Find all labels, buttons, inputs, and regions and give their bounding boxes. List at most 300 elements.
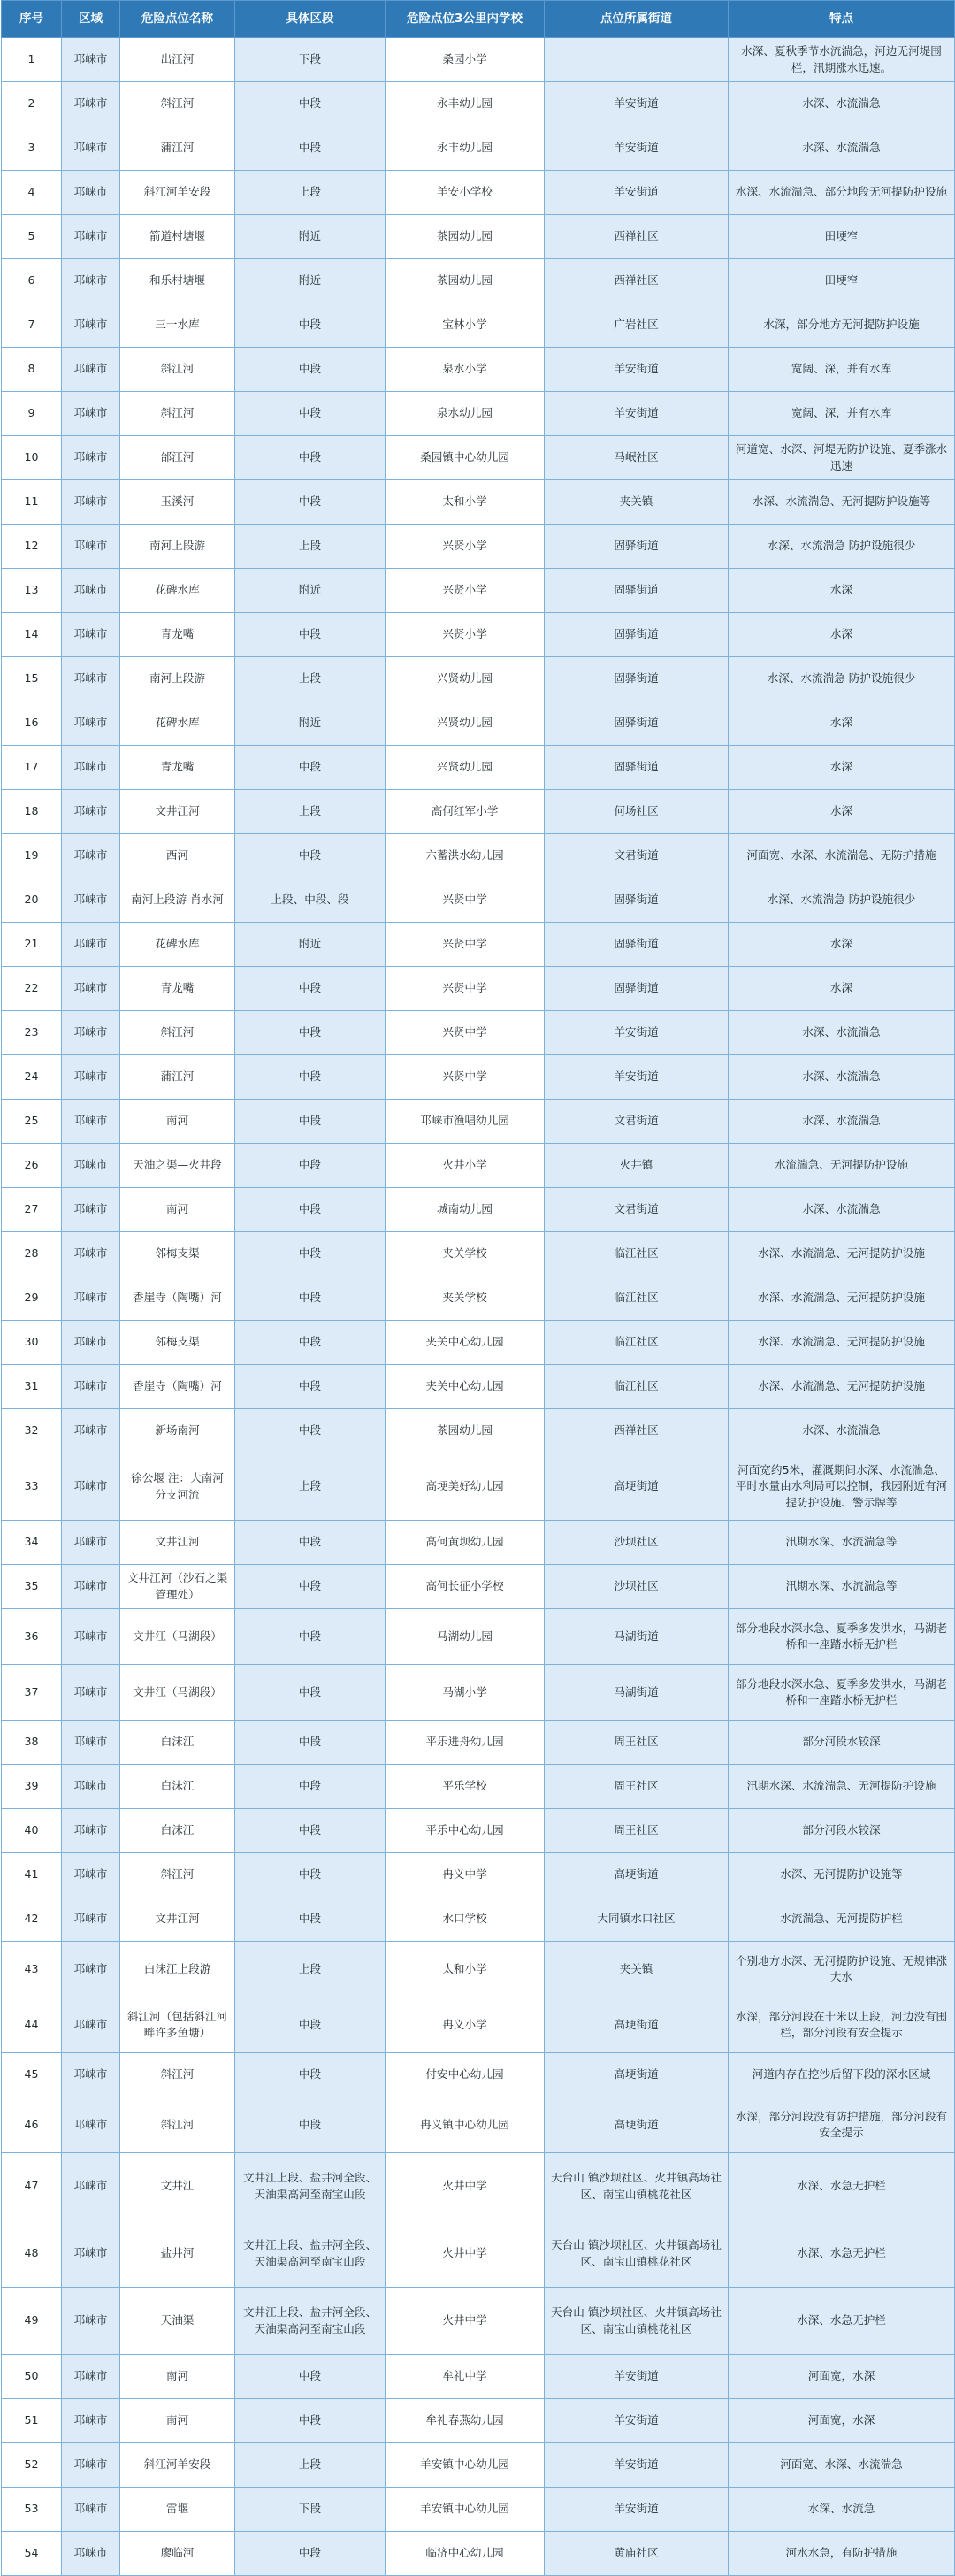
cell-col-feature: 部分河段水较深	[729, 1721, 955, 1765]
cell-col-index: 53	[2, 2488, 62, 2532]
cell-col-danger-point: 白沫江上段游	[120, 1942, 235, 1997]
cell-col-feature: 田埂窄	[729, 259, 955, 303]
cell-col-danger-point: 青龙嘴	[120, 613, 235, 657]
header-col-danger-point: 危险点位名称	[120, 1, 235, 38]
table-header	[2, 1, 955, 38]
cell-col-street: 固驿街道	[545, 923, 729, 967]
cell-col-section: 中段	[235, 392, 386, 436]
cell-col-street: 羊安街道	[545, 1055, 729, 1100]
cell-col-section: 中段	[235, 834, 386, 878]
cell-col-street: 羊安街道	[545, 2355, 729, 2399]
cell-col-feature: 宽阔、深，并有水库	[729, 392, 955, 436]
table-row	[2, 2532, 955, 2576]
cell-col-index: 36	[2, 1609, 62, 1665]
cell-col-section: 附近	[235, 923, 386, 967]
cell-col-danger-point: 南河	[120, 2399, 235, 2443]
cell-col-danger-point: 邰江河	[120, 436, 235, 480]
cell-col-index: 6	[2, 259, 62, 303]
cell-col-danger-point: 文井江（马湖段）	[120, 1665, 235, 1721]
cell-col-region: 邛崃市	[62, 1997, 120, 2053]
cell-col-feature: 河面宽约5米，灌溉期间水深、水流湍急、平时水量由水利局可以控制，我园附近有河提防护设施、警示牌等	[729, 1453, 955, 1521]
cell-col-school: 永丰幼儿园	[386, 82, 545, 126]
cell-col-feature: 水深	[729, 702, 955, 746]
table-row	[2, 2443, 955, 2488]
cell-col-danger-point: 文井江河	[120, 790, 235, 834]
cell-col-danger-point: 和乐村塘堰	[120, 259, 235, 303]
cell-col-section: 中段	[235, 1055, 386, 1100]
danger-points-table	[1, 0, 955, 2576]
cell-col-street: 西禅社区	[545, 259, 729, 303]
table-body	[2, 38, 955, 2576]
cell-col-feature: 水深、水急无护栏	[729, 2288, 955, 2355]
cell-col-section: 中段	[235, 1100, 386, 1144]
cell-col-region: 邛崃市	[62, 923, 120, 967]
cell-col-danger-point: 雷堰	[120, 2488, 235, 2532]
cell-col-section: 文井江上段、盐井河全段、天油渠高河至南宝山段	[235, 2153, 386, 2220]
cell-col-section: 中段	[235, 967, 386, 1011]
cell-col-region: 邛崃市	[62, 348, 120, 392]
cell-col-index: 28	[2, 1232, 62, 1276]
cell-col-school: 兴贤中学	[386, 1055, 545, 1100]
cell-col-feature: 水深	[729, 967, 955, 1011]
cell-col-region: 邛崃市	[62, 1809, 120, 1853]
cell-col-feature: 河道内存在挖沙后留下段的深水区域	[729, 2053, 955, 2097]
cell-col-region: 邛崃市	[62, 1100, 120, 1144]
cell-col-danger-point: 西河	[120, 834, 235, 878]
cell-col-danger-point: 南河	[120, 1188, 235, 1232]
table-row	[2, 525, 955, 569]
cell-col-feature: 河面宽、水深、水流湍急	[729, 2443, 955, 2488]
cell-col-danger-point: 斜江河	[120, 2097, 235, 2153]
cell-col-danger-point: 花碑水库	[120, 702, 235, 746]
table-row	[2, 1665, 955, 1721]
cell-col-school: 水口学校	[386, 1898, 545, 1942]
cell-col-street: 高埂街道	[545, 1997, 729, 2053]
table-row	[2, 171, 955, 215]
cell-col-danger-point: 新场南河	[120, 1409, 235, 1453]
cell-col-school: 夹关中心幼儿园	[386, 1321, 545, 1365]
cell-col-street: 固驿街道	[545, 569, 729, 613]
cell-col-section: 中段	[235, 1609, 386, 1665]
cell-col-street: 临江社区	[545, 1276, 729, 1321]
table-row	[2, 1232, 955, 1276]
table-row	[2, 1721, 955, 1765]
cell-col-index: 27	[2, 1188, 62, 1232]
cell-col-index: 9	[2, 392, 62, 436]
table-row	[2, 392, 955, 436]
cell-col-street: 固驿街道	[545, 967, 729, 1011]
cell-col-region: 邛崃市	[62, 746, 120, 790]
table-row	[2, 569, 955, 613]
cell-col-danger-point: 箭道村塘堰	[120, 215, 235, 259]
cell-col-index: 14	[2, 613, 62, 657]
cell-col-section: 上段	[235, 2443, 386, 2488]
cell-col-section: 中段	[235, 2399, 386, 2443]
cell-col-street: 火井镇	[545, 1144, 729, 1188]
cell-col-feature: 水深、水流湍急 防护设施很少	[729, 657, 955, 702]
cell-col-street	[545, 38, 729, 82]
cell-col-school: 兴贤小学	[386, 613, 545, 657]
table-row	[2, 1365, 955, 1409]
cell-col-danger-point: 盐井河	[120, 2220, 235, 2288]
cell-col-school: 兴贤幼儿园	[386, 702, 545, 746]
table-row	[2, 1853, 955, 1898]
table-row	[2, 790, 955, 834]
cell-col-street: 周王社区	[545, 1809, 729, 1853]
cell-col-street: 临江社区	[545, 1321, 729, 1365]
table-row	[2, 1898, 955, 1942]
cell-col-school: 平乐中心幼儿园	[386, 1809, 545, 1853]
table-row	[2, 1144, 955, 1188]
cell-col-region: 邛崃市	[62, 2443, 120, 2488]
cell-col-feature: 田埂窄	[729, 215, 955, 259]
cell-col-school: 羊安小学校	[386, 171, 545, 215]
cell-col-index: 33	[2, 1453, 62, 1521]
cell-col-street: 高埂街道	[545, 2053, 729, 2097]
cell-col-region: 邛崃市	[62, 657, 120, 702]
cell-col-danger-point: 斜江河	[120, 2053, 235, 2097]
cell-col-section: 中段	[235, 1409, 386, 1453]
cell-col-index: 54	[2, 2532, 62, 2576]
cell-col-school: 羊安镇中心幼儿园	[386, 2443, 545, 2488]
cell-col-index: 32	[2, 1409, 62, 1453]
cell-col-section: 中段	[235, 480, 386, 525]
table-row	[2, 126, 955, 171]
cell-col-feature: 水深、水流湍急	[729, 126, 955, 171]
cell-col-danger-point: 南河上段游 肖水河	[120, 878, 235, 923]
table-row	[2, 923, 955, 967]
cell-col-section: 中段	[235, 1997, 386, 2053]
cell-col-section: 中段	[235, 82, 386, 126]
cell-col-section: 中段	[235, 2355, 386, 2399]
cell-col-feature: 汛期水深、水流湍急等	[729, 1521, 955, 1565]
cell-col-region: 邛崃市	[62, 2153, 120, 2220]
cell-col-school: 高何黄坝幼儿园	[386, 1521, 545, 1565]
cell-col-school: 冉义中学	[386, 1853, 545, 1898]
cell-col-danger-point: 廖临河	[120, 2532, 235, 2576]
cell-col-street: 羊安街道	[545, 2488, 729, 2532]
table-row	[2, 2153, 955, 2220]
cell-col-danger-point: 南河	[120, 2355, 235, 2399]
cell-col-danger-point: 天油渠	[120, 2288, 235, 2355]
cell-col-feature: 水深	[729, 790, 955, 834]
cell-col-school: 宝林小学	[386, 303, 545, 348]
cell-col-index: 38	[2, 1721, 62, 1765]
table-row	[2, 1011, 955, 1055]
cell-col-feature: 水深、水急无护栏	[729, 2220, 955, 2288]
cell-col-region: 邛崃市	[62, 834, 120, 878]
cell-col-section: 附近	[235, 702, 386, 746]
cell-col-section: 中段	[235, 2097, 386, 2153]
cell-col-region: 邛崃市	[62, 2053, 120, 2097]
cell-col-school: 兴贤中学	[386, 923, 545, 967]
cell-col-danger-point: 南河	[120, 1100, 235, 1144]
table-row	[2, 1809, 955, 1853]
cell-col-street: 高埂街道	[545, 2097, 729, 2153]
cell-col-section: 中段	[235, 1321, 386, 1365]
cell-col-index: 18	[2, 790, 62, 834]
cell-col-index: 46	[2, 2097, 62, 2153]
cell-col-section: 上段、中段、段	[235, 878, 386, 923]
cell-col-index: 16	[2, 702, 62, 746]
cell-col-region: 邛崃市	[62, 1565, 120, 1609]
table-row	[2, 967, 955, 1011]
cell-col-feature: 水深	[729, 569, 955, 613]
cell-col-region: 邛崃市	[62, 613, 120, 657]
cell-col-street: 夹关镇	[545, 1942, 729, 1997]
cell-col-section: 中段	[235, 348, 386, 392]
cell-col-index: 29	[2, 1276, 62, 1321]
header-col-street: 点位所属街道	[545, 1, 729, 38]
cell-col-danger-point: 文井江	[120, 2153, 235, 2220]
cell-col-feature: 部分地段水深水急、夏季多发洪水，马湖老桥和一座踏水桥无护栏	[729, 1665, 955, 1721]
cell-col-region: 邛崃市	[62, 436, 120, 480]
cell-col-school: 泉水小学	[386, 348, 545, 392]
cell-col-danger-point: 文井江河	[120, 1898, 235, 1942]
cell-col-region: 邛崃市	[62, 38, 120, 82]
cell-col-school: 牟礼中学	[386, 2355, 545, 2399]
cell-col-section: 中段	[235, 1898, 386, 1942]
cell-col-school: 高埂美好幼儿园	[386, 1453, 545, 1521]
cell-col-street: 周王社区	[545, 1765, 729, 1809]
cell-col-school: 高何红军小学	[386, 790, 545, 834]
cell-col-index: 42	[2, 1898, 62, 1942]
cell-col-street: 固驿街道	[545, 746, 729, 790]
cell-col-street: 广岩社区	[545, 303, 729, 348]
table-row	[2, 1609, 955, 1665]
cell-col-street: 沙坝社区	[545, 1521, 729, 1565]
cell-col-index: 4	[2, 171, 62, 215]
cell-col-street: 西禅社区	[545, 215, 729, 259]
cell-col-danger-point: 南河上段游	[120, 657, 235, 702]
cell-col-danger-point: 花碑水库	[120, 569, 235, 613]
cell-col-index: 10	[2, 436, 62, 480]
cell-col-section: 文井江上段、盐井河全段、天油渠高河至南宝山段	[235, 2220, 386, 2288]
cell-col-danger-point: 邻梅支渠	[120, 1232, 235, 1276]
cell-col-school: 冉义镇中心幼儿园	[386, 2097, 545, 2153]
cell-col-feature: 水深、夏秋季节水流湍急，河边无河堤围栏，汛期涨水迅速。	[729, 38, 955, 82]
cell-col-section: 中段	[235, 2532, 386, 2576]
table-row	[2, 303, 955, 348]
cell-col-section: 上段	[235, 657, 386, 702]
cell-col-feature: 部分河段水较深	[729, 1809, 955, 1853]
cell-col-feature: 河面宽、水深、水流湍急、无防护措施	[729, 834, 955, 878]
cell-col-street: 周王社区	[545, 1721, 729, 1765]
cell-col-school: 泉水幼儿园	[386, 392, 545, 436]
cell-col-feature: 水深、水流湍急、部分地段无河提防护设施	[729, 171, 955, 215]
cell-col-index: 12	[2, 525, 62, 569]
cell-col-feature: 水深、水流湍急	[729, 82, 955, 126]
cell-col-region: 邛崃市	[62, 1011, 120, 1055]
cell-col-region: 邛崃市	[62, 1409, 120, 1453]
cell-col-school: 付安中心幼儿园	[386, 2053, 545, 2097]
cell-col-index: 24	[2, 1055, 62, 1100]
cell-col-school: 平乐学校	[386, 1765, 545, 1809]
cell-col-danger-point: 徐公堰 注：大南河分支河流	[120, 1453, 235, 1521]
table-row	[2, 2355, 955, 2399]
cell-col-danger-point: 文井江（马湖段）	[120, 1609, 235, 1665]
cell-col-section: 下段	[235, 38, 386, 82]
cell-col-feature: 水深	[729, 923, 955, 967]
cell-col-danger-point: 斜江河羊安段	[120, 171, 235, 215]
cell-col-region: 邛崃市	[62, 1665, 120, 1721]
cell-col-index: 20	[2, 878, 62, 923]
cell-col-school: 兴贤中学	[386, 967, 545, 1011]
cell-col-street: 天台山 镇沙坝社区、火井镇高场社区、南宝山镇桃花社区	[545, 2220, 729, 2288]
cell-col-index: 11	[2, 480, 62, 525]
cell-col-section: 中段	[235, 1721, 386, 1765]
cell-col-danger-point: 香崖寺（陶嘴）河	[120, 1365, 235, 1409]
cell-col-street: 羊安街道	[545, 2399, 729, 2443]
cell-col-school: 火井中学	[386, 2153, 545, 2220]
cell-col-region: 邛崃市	[62, 790, 120, 834]
cell-col-feature: 河道宽、水深、河堤无防护设施、夏季涨水迅速	[729, 436, 955, 480]
table-row	[2, 1100, 955, 1144]
cell-col-school: 永丰幼儿园	[386, 126, 545, 171]
cell-col-feature: 水流湍急、无河提防护设施	[729, 1144, 955, 1188]
cell-col-section: 中段	[235, 1188, 386, 1232]
cell-col-street: 羊安街道	[545, 126, 729, 171]
cell-col-section: 中段	[235, 436, 386, 480]
cell-col-street: 固驿街道	[545, 657, 729, 702]
cell-col-street: 临江社区	[545, 1365, 729, 1409]
cell-col-school: 牟礼春燕幼儿园	[386, 2399, 545, 2443]
cell-col-danger-point: 玉溪河	[120, 480, 235, 525]
table-row	[2, 2097, 955, 2153]
cell-col-danger-point: 天油之渠—火井段	[120, 1144, 235, 1188]
cell-col-section: 下段	[235, 2488, 386, 2532]
cell-col-region: 邛崃市	[62, 702, 120, 746]
cell-col-index: 34	[2, 1521, 62, 1565]
cell-col-street: 何场社区	[545, 790, 729, 834]
cell-col-section: 中段	[235, 1521, 386, 1565]
cell-col-school: 兴贤中学	[386, 1011, 545, 1055]
cell-col-street: 夹关镇	[545, 480, 729, 525]
cell-col-index: 51	[2, 2399, 62, 2443]
cell-col-section: 中段	[235, 2053, 386, 2097]
cell-col-index: 23	[2, 1011, 62, 1055]
cell-col-street: 马湖街道	[545, 1609, 729, 1665]
cell-col-school: 兴贤幼儿园	[386, 657, 545, 702]
cell-col-index: 40	[2, 1809, 62, 1853]
table-row	[2, 2399, 955, 2443]
cell-col-feature: 河面宽，水深	[729, 2355, 955, 2399]
cell-col-section: 中段	[235, 1276, 386, 1321]
cell-col-section: 中段	[235, 1365, 386, 1409]
cell-col-region: 邛崃市	[62, 1365, 120, 1409]
header-col-section: 具体区段	[235, 1, 386, 38]
cell-col-school: 太和小学	[386, 480, 545, 525]
cell-col-school: 夹关中心幼儿园	[386, 1365, 545, 1409]
cell-col-street: 羊安街道	[545, 348, 729, 392]
cell-col-section: 中段	[235, 1809, 386, 1853]
cell-col-feature: 水深，部分河段在十米以上段，河边没有围栏，部分河段有安全提示	[729, 1997, 955, 2053]
cell-col-school: 夹关学校	[386, 1232, 545, 1276]
cell-col-school: 兴贤幼儿园	[386, 746, 545, 790]
cell-col-index: 31	[2, 1365, 62, 1409]
table-row	[2, 834, 955, 878]
cell-col-feature: 水深	[729, 613, 955, 657]
cell-col-school: 茶园幼儿园	[386, 215, 545, 259]
cell-col-index: 13	[2, 569, 62, 613]
cell-col-danger-point: 三一水库	[120, 303, 235, 348]
table-row	[2, 878, 955, 923]
table-row	[2, 2488, 955, 2532]
cell-col-danger-point: 斜江河	[120, 348, 235, 392]
cell-col-section: 中段	[235, 1232, 386, 1276]
cell-col-feature: 宽阔、深，并有水库	[729, 348, 955, 392]
cell-col-danger-point: 南河上段游	[120, 525, 235, 569]
cell-col-school: 邛崃市渔唱幼儿园	[386, 1100, 545, 1144]
cell-col-feature: 水深、水流湍急、无河提防护设施	[729, 1365, 955, 1409]
cell-col-index: 1	[2, 38, 62, 82]
cell-col-school: 平乐进舟幼儿园	[386, 1721, 545, 1765]
cell-col-region: 邛崃市	[62, 1276, 120, 1321]
cell-col-school: 临济中心幼儿园	[386, 2532, 545, 2576]
cell-col-feature: 汛期水深、水流湍急、无河提防护设施	[729, 1765, 955, 1809]
cell-col-index: 8	[2, 348, 62, 392]
header-row	[2, 1, 955, 38]
header-col-feature: 特点	[729, 1, 955, 38]
cell-col-index: 15	[2, 657, 62, 702]
cell-col-danger-point: 斜江河	[120, 1853, 235, 1898]
cell-col-danger-point: 白沫江	[120, 1809, 235, 1853]
cell-col-region: 邛崃市	[62, 2532, 120, 2576]
cell-col-section: 中段	[235, 303, 386, 348]
cell-col-region: 邛崃市	[62, 1453, 120, 1521]
table-row	[2, 746, 955, 790]
cell-col-school: 太和小学	[386, 1942, 545, 1997]
cell-col-section: 中段	[235, 1565, 386, 1609]
cell-col-index: 7	[2, 303, 62, 348]
cell-col-feature: 汛期水深、水流湍急等	[729, 1565, 955, 1609]
cell-col-feature: 水深、水流湍急	[729, 1100, 955, 1144]
cell-col-region: 邛崃市	[62, 1321, 120, 1365]
cell-col-index: 47	[2, 2153, 62, 2220]
cell-col-feature: 水深、水急无护栏	[729, 2153, 955, 2220]
table-row	[2, 1321, 955, 1365]
cell-col-school: 茶园幼儿园	[386, 1409, 545, 1453]
cell-col-feature: 水深、水流湍急、无河提防护设施等	[729, 480, 955, 525]
cell-col-feature: 个别地方水深、无河提防护设施、无规律涨大水	[729, 1942, 955, 1997]
cell-col-danger-point: 文井江河（沙石之渠管理处）	[120, 1565, 235, 1609]
cell-col-feature: 水深、水流湍急 防护设施很少	[729, 878, 955, 923]
cell-col-region: 邛崃市	[62, 1232, 120, 1276]
cell-col-region: 邛崃市	[62, 967, 120, 1011]
cell-col-section: 中段	[235, 746, 386, 790]
table-row	[2, 1942, 955, 1997]
cell-col-street: 羊安街道	[545, 2443, 729, 2488]
cell-col-feature: 水深、无河提防护设施等	[729, 1853, 955, 1898]
cell-col-region: 邛崃市	[62, 1521, 120, 1565]
cell-col-feature: 水深、水流湍急、无河提防护设施	[729, 1321, 955, 1365]
cell-col-street: 黄庙社区	[545, 2532, 729, 2576]
cell-col-index: 39	[2, 1765, 62, 1809]
cell-col-section: 中段	[235, 1144, 386, 1188]
cell-col-street: 羊安街道	[545, 1011, 729, 1055]
cell-col-index: 25	[2, 1100, 62, 1144]
cell-col-street: 文君街道	[545, 834, 729, 878]
cell-col-street: 沙坝社区	[545, 1565, 729, 1609]
cell-col-street: 天台山 镇沙坝社区、火井镇高场社区、南宝山镇桃花社区	[545, 2288, 729, 2355]
cell-col-school: 马湖幼儿园	[386, 1609, 545, 1665]
cell-col-school: 城南幼儿园	[386, 1188, 545, 1232]
cell-col-danger-point: 蒲江河	[120, 1055, 235, 1100]
cell-col-region: 邛崃市	[62, 126, 120, 171]
cell-col-school: 桑园小学	[386, 38, 545, 82]
cell-col-danger-point: 蒲江河	[120, 126, 235, 171]
cell-col-region: 邛崃市	[62, 2399, 120, 2443]
